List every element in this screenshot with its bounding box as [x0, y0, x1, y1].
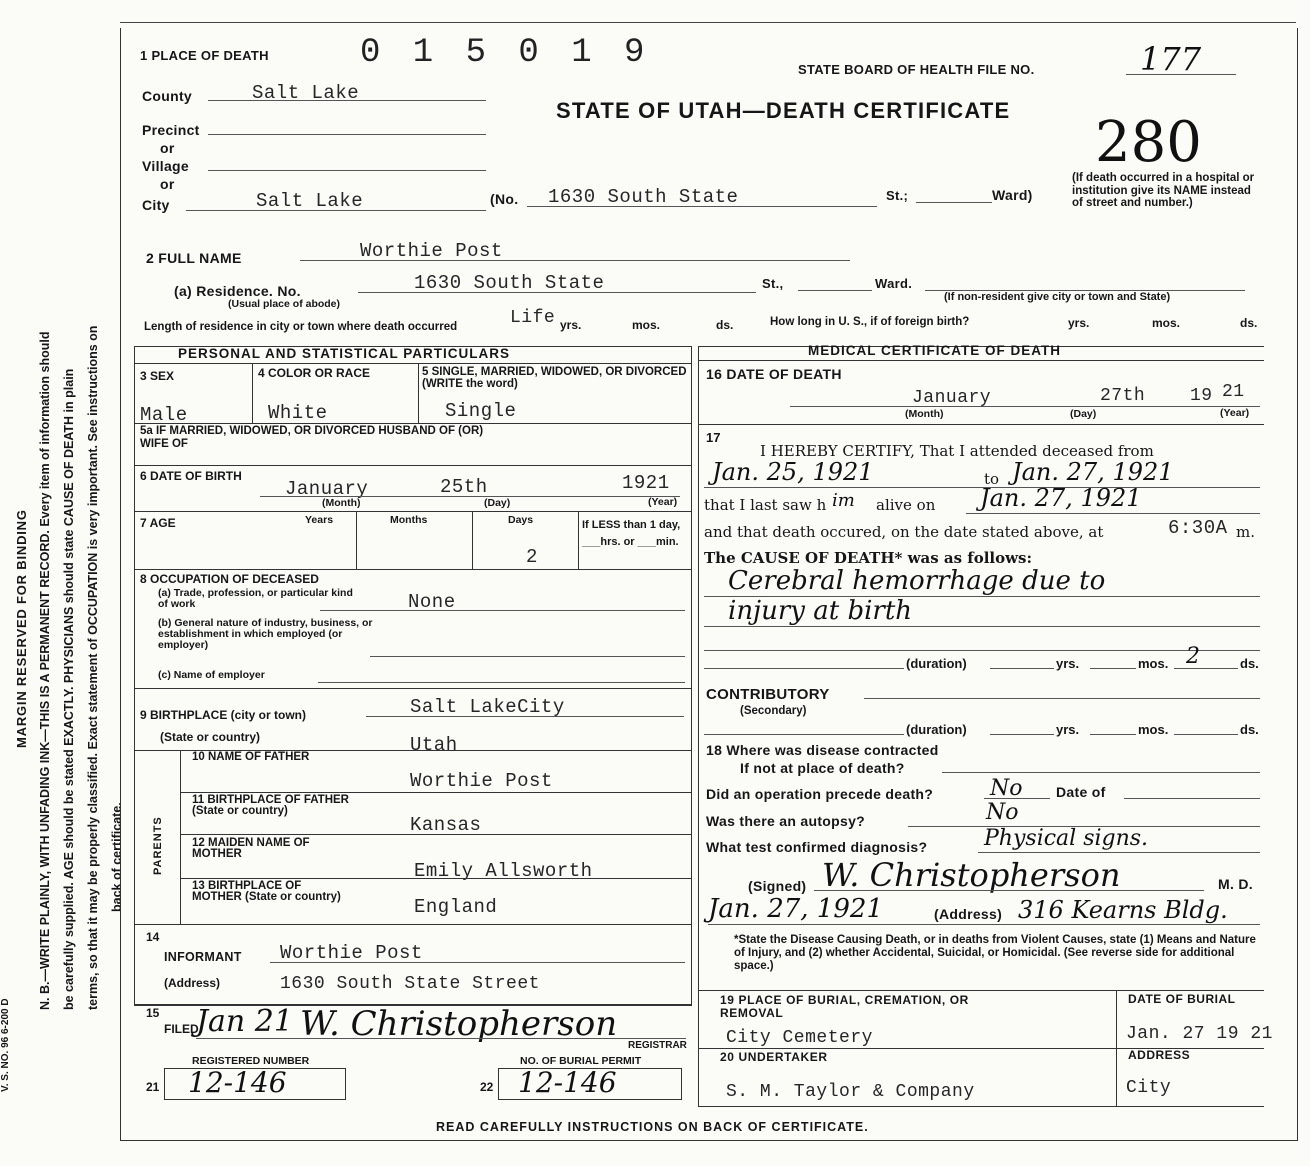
informant-label: INFORMANT [164, 950, 242, 964]
birth-month: January [285, 478, 369, 500]
attended-to-date: Jan. 27, 1921 [1012, 458, 1174, 486]
birthplace-city: Salt LakeCity [410, 696, 565, 718]
place-of-death-label: 1 PLACE OF DEATH [140, 48, 269, 63]
binding-margin-text: MARGIN RESERVED FOR BINDING [14, 509, 29, 748]
pronoun-handwritten: im [832, 490, 855, 511]
parents-label: PARENTS [152, 816, 164, 875]
death-street-address: 1630 South State [548, 186, 739, 208]
certificate-title: STATE OF UTAH—DEATH CERTIFICATE [556, 98, 1011, 123]
mother-birthplace: England [414, 896, 498, 918]
sex-value: Male [140, 404, 188, 426]
cause-line-2: injury at birth [728, 596, 913, 626]
birth-day: 25th [440, 476, 488, 498]
operation-answer: No [990, 776, 1023, 801]
physician-signature: W. Christopherson [822, 856, 1121, 894]
burial-date: Jan. 27 19 21 [1126, 1024, 1273, 1044]
death-day: 27th [1100, 386, 1146, 406]
diagnosis-test: Physical signs. [984, 826, 1149, 851]
us-residence-label: How long in U. S., if of foreign birth? [770, 316, 970, 328]
informant-name: Worthie Post [280, 942, 423, 964]
certificate-number: 0 1 5 0 1 9 [360, 34, 651, 72]
father-birthplace: Kansas [410, 814, 482, 836]
burial-place: City Cemetery [726, 1028, 873, 1048]
precinct-label: Precinct [142, 122, 200, 138]
full-name-label: 2 FULL NAME [146, 250, 242, 266]
contributory-label: CONTRIBUTORY [706, 686, 830, 703]
duration-days: 2 [1186, 644, 1200, 669]
city-label: City [142, 197, 170, 213]
footer-instruction: READ CAREFULLY INSTRUCTIONS ON BACK OF CERTIFICATE. [436, 1120, 869, 1134]
birthplace-state: Utah [410, 734, 458, 756]
undertaker-name: S. M. Taylor & Company [726, 1082, 975, 1102]
occupation-value: None [408, 591, 456, 613]
cause-label: The CAUSE OF DEATH* was as follows: [704, 549, 1033, 567]
village-label: Village [142, 158, 189, 174]
full-name-value: Worthie Post [360, 240, 503, 262]
city-value: Salt Lake [256, 190, 364, 212]
birth-year: 1921 [622, 472, 670, 494]
registered-number: 12-146 [188, 1066, 287, 1099]
personal-heading: PERSONAL AND STATISTICAL PARTICULARS [178, 346, 511, 361]
burial-permit-number: 12-146 [518, 1066, 617, 1099]
physician-address: 316 Kearns Bldg. [1018, 896, 1228, 924]
cause-footnote: *State the Disease Causing Death, or in deaths from Violent Causes, state (1) Means and Nature of Injury, and (2) whether Accidental, Suicidal, or Homicidal. (See reverse side for additional space.) [734, 934, 1256, 972]
residence-value: 1630 South State [414, 272, 605, 294]
filed-label: FILED [164, 1022, 199, 1036]
signature-date: Jan. 27, 1921 [708, 894, 883, 924]
undertaker-address: City [1126, 1078, 1172, 1098]
father-name: Worthie Post [410, 770, 553, 792]
county-value: Salt Lake [252, 82, 360, 104]
hospital-note: (If death occurred in a hospital or institution give its NAME instead of street and number.) [1072, 172, 1255, 209]
attended-from-date: Jan. 25, 1921 [712, 458, 874, 486]
top-rule [120, 22, 1296, 23]
instruction-line-3: terms, so that it may be properly classified. Exact statement of OCCUPATION is very important. See instructions on [86, 325, 100, 1010]
race-value: White [268, 402, 328, 424]
informant-address: 1630 South State Street [280, 974, 540, 994]
certify-statement: I HEREBY CERTIFY, That I attended deceased from [760, 442, 1154, 460]
mother-name: Emily Allsworth [414, 860, 593, 882]
instruction-line-2: be carefully supplied. AGE should be stated EXACTLY. PHYSICIANS should state CAUSE OF DEATH in plain [62, 368, 76, 1010]
file-number: 177 [1140, 40, 1202, 78]
length-residence-label: Length of residence in city or town where death occurred [144, 321, 458, 333]
residence-label: (a) Residence. No. [174, 283, 301, 299]
last-seen-alive-date: Jan. 27, 1921 [980, 484, 1142, 512]
file-number-label: STATE BOARD OF HEALTH FILE NO. [798, 62, 1035, 77]
registrar-signature: W. Christopherson [300, 1004, 618, 1044]
medical-heading: MEDICAL CERTIFICATE OF DEATH [808, 343, 1061, 358]
registrar-number: 280 [1095, 110, 1202, 175]
death-month: January [912, 388, 992, 408]
marital-status-value: Single [445, 400, 517, 422]
age-days-value: 2 [526, 546, 538, 568]
county-label: County [142, 88, 193, 104]
burial-place-label: 19 PLACE OF BURIAL, CREMATION, OR REMOVAL [720, 993, 969, 1020]
cause-line-1: Cerebral hemorrhage due to [728, 566, 1106, 596]
time-of-death: 6:30A [1168, 517, 1228, 539]
form-code: V. S. NO. 96 6-200 D [0, 998, 11, 1092]
autopsy-answer: No [986, 800, 1019, 825]
filed-date: Jan 21 [196, 1004, 293, 1039]
instruction-line-4: back of certificate. [110, 802, 124, 912]
spouse-label: 5a IF MARRIED, WIDOWED, OR DIVORCED HUSBAND OF (OR) WIFE OF [140, 425, 484, 450]
length-residence-value: Life [510, 308, 556, 328]
instruction-line-1: N. B.—WRITE PLAINLY, WITH UNFADING INK—THIS IS A PERMANENT RECORD. Every item of information should [38, 331, 52, 1010]
death-year: 21 [1222, 382, 1245, 402]
